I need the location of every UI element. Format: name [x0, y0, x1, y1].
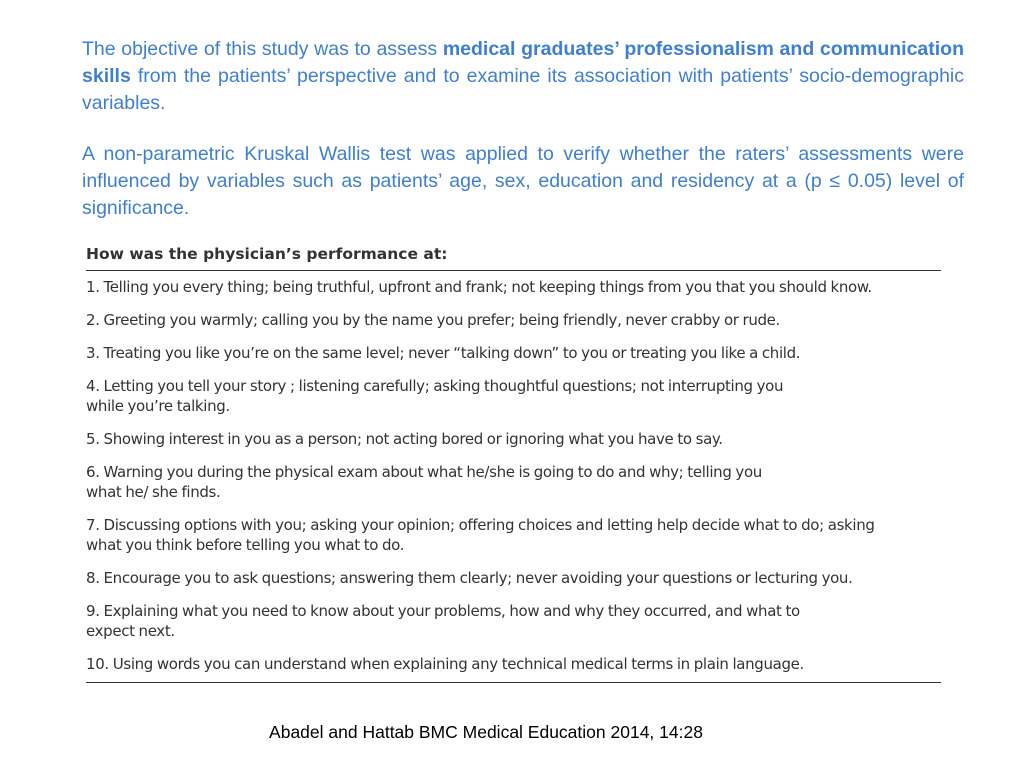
table-row-text: 1. Telling you every thing; being truthful, upfront and frank; not keeping things from you that you should know.: [86, 278, 872, 296]
objective-text-end: from the patients’ perspective and to examine its association with patients’ socio-demographic variables.: [82, 65, 964, 114]
table-row: [86, 429, 941, 449]
method-paragraph: A non-parametric Kruskal Wallis test was applied to verify whether the raters’ assessments were influenced by variables such as patients’ age, sex, education and residency at a (p ≤ 0.05) level of significance.: [82, 143, 964, 219]
table-row: [86, 310, 941, 330]
table-row-text: 3. Treating you like you’re on the same level; never “talking down” to you or treating you like a child.: [86, 344, 801, 362]
objective-paragraph: [82, 36, 964, 117]
table-row: [86, 515, 941, 555]
table-row-text: 5. Showing interest in you as a person; not acting bored or ignoring what you have to say.: [86, 430, 723, 448]
table-row-text: expect next.: [86, 622, 175, 640]
table-row: [86, 654, 941, 674]
objective-emphasis: medical graduates’ professionalism and communication skills: [82, 38, 964, 87]
table-row-text: what he/ she finds.: [86, 483, 221, 501]
table-row-text: 7. Discussing options with you; asking your opinion; offering choices and letting help decide what to do; asking: [86, 516, 875, 534]
table-row: [86, 343, 941, 363]
table-item-list: [86, 277, 941, 683]
table-row-text: 4. Letting you tell your story ; listening carefully; asking thoughtful questions; not interrupting you: [86, 377, 784, 395]
objective-text-start: The objective of this study was to assess: [82, 38, 443, 60]
table-row-text: while you’re talking.: [86, 397, 230, 415]
table-row-text: 6. Warning you during the physical exam about what he/she is going to do and why; telling you: [86, 463, 762, 481]
table-row-text: 9. Explaining what you need to know about your problems, how and why they occurred, and what to: [86, 602, 800, 620]
table-row-text: 10. Using words you can understand when explaining any technical medical terms in plain language.: [86, 655, 804, 673]
table-row: [86, 601, 941, 641]
table-row: [86, 462, 941, 502]
citation: Abadel and Hattab BMC Medical Education 2014, 14:28: [269, 722, 703, 742]
table-row: [86, 568, 941, 588]
performance-table: [86, 244, 941, 683]
table-row: [86, 376, 941, 416]
table-title: How was the physician’s performance at:: [86, 244, 941, 271]
table-row-text: 8. Encourage you to ask questions; answering them clearly; never avoiding your questions or lecturing you.: [86, 569, 853, 587]
table-row-text: what you think before telling you what to do.: [86, 536, 405, 554]
table-row-text: 2. Greeting you warmly; calling you by the name you prefer; being friendly, never crabby or rude.: [86, 311, 780, 329]
table-row: [86, 277, 941, 297]
